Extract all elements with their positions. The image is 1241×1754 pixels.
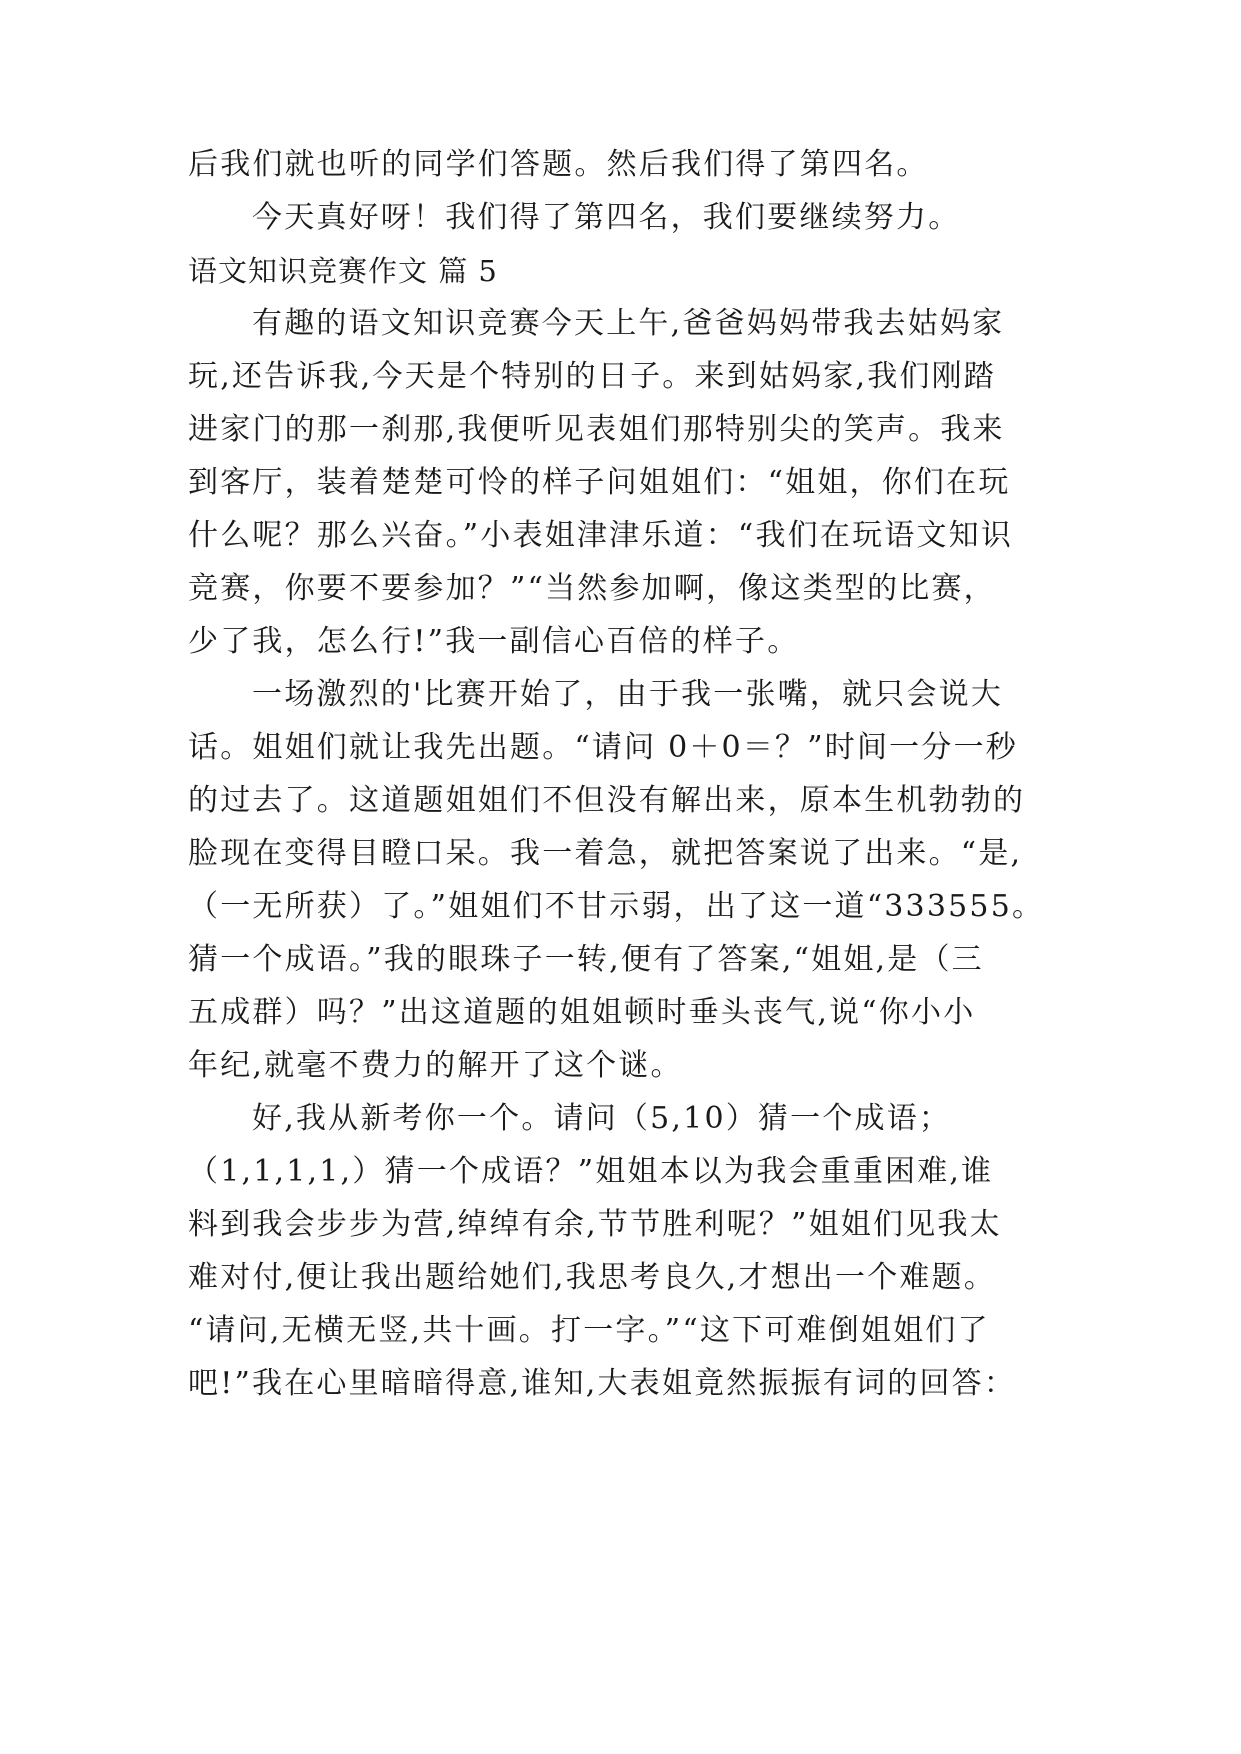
text-line: 竞赛，你要不要参加？”“当然参加啊，像这类型的比赛， xyxy=(188,571,996,606)
text-line: 一场激烈的'比赛开始了，由于我一张嘴，就只会说大 xyxy=(252,677,1004,712)
text-line: 好,我从新考你一个。请问（5,10）猜一个成语； xyxy=(252,1101,952,1136)
text-line: 今天真好呀！我们得了第四名，我们要继续努力。 xyxy=(252,200,961,235)
text-line: 话。姐姐们就让我先出题。“请问 0＋0＝？”时间一分一秒 xyxy=(188,730,1018,765)
text-line: 什么呢？那么兴奋。”小表姐津津乐道：“我们在玩语文知识 xyxy=(188,518,1014,553)
text-line: 少了我，怎么行!”我一副信心百倍的样子。 xyxy=(188,624,800,659)
text-line: 五成群）吗？”出这道题的姐姐顿时垂头丧气,说“你小小 xyxy=(188,995,976,1030)
text-line: 玩,还告诉我,今天是个特别的日子。来到姑妈家,我们刚踏 xyxy=(188,359,997,394)
text-line: 的过去了。这道题姐姐们不但没有解出来，原本生机勃勃的 xyxy=(188,783,1026,818)
text-line: （一无所获）了。”姐姐们不甘示弱，出了这一道“333555。 xyxy=(188,889,1045,924)
text-line: 有趣的语文知识竞赛今天上午,爸爸妈妈带我去姑妈家 xyxy=(252,306,1005,341)
text-line: “请问,无横无竖,共十画。打一字。”“这下可难倒姐姐们了 xyxy=(188,1313,990,1348)
text-line: 脸现在变得目瞪口呆。我一着急，就把答案说了出来。“是, xyxy=(188,836,1023,871)
text-line: 年纪,就毫不费力的解开了这个谜。 xyxy=(188,1048,683,1083)
text-line: 难对付,便让我出题给她们,我思考良久,才想出一个难题。 xyxy=(188,1260,997,1295)
text-line: 到客厅，装着楚楚可怜的样子问姐姐们：“姐姐，你们在玩 xyxy=(188,465,1011,500)
text-line: 进家门的那一刹那,我便听见表姐们那特别尖的笑声。我来 xyxy=(188,412,1005,447)
text-line: 后我们就也听的同学们答题。然后我们得了第四名。 xyxy=(188,147,929,182)
text-line: 料到我会步步为营,绰绰有余,节节胜利呢？”姐姐们见我太 xyxy=(188,1207,1002,1242)
text-line: 猜一个成语。”我的眼珠子一转,便有了答案,“姐姐,是（三 xyxy=(188,942,984,977)
text-line: （1,1,1,1,）猜一个成语？”姐姐本以为我会重重困难,谁 xyxy=(188,1154,994,1189)
section-heading: 语文知识竞赛作文 篇 5 xyxy=(188,254,498,288)
text-line: 吧!”我在心里暗暗得意,谁知,大表姐竟然振振有词的回答： xyxy=(188,1366,1017,1401)
